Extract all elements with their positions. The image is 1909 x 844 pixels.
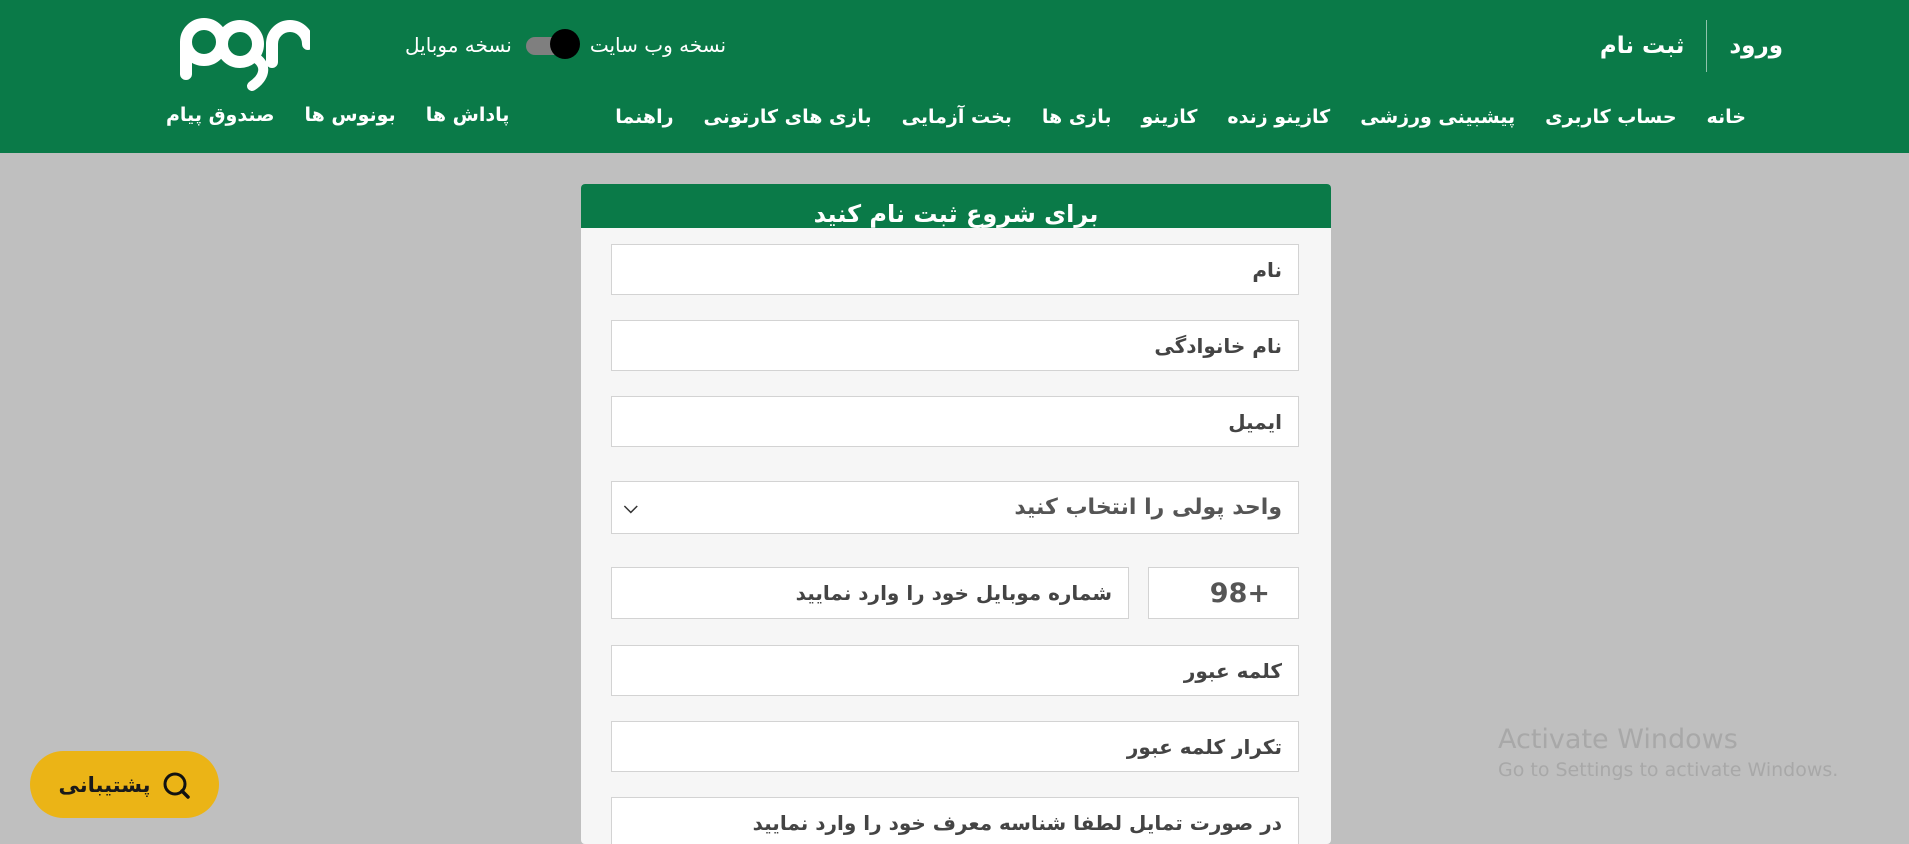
nav-item-casino[interactable]: کازینو bbox=[1141, 106, 1198, 128]
toggle-knob bbox=[550, 29, 580, 59]
windows-activation-watermark bbox=[1498, 724, 1838, 781]
nav-item-rewards[interactable]: پاداش ها bbox=[425, 104, 510, 126]
nav-item-bonuses[interactable]: بونوس ها bbox=[304, 104, 396, 126]
secondary-nav bbox=[166, 104, 509, 126]
form-title: برای شروع ثبت نام کنید bbox=[581, 184, 1331, 228]
password-field[interactable]: کلمه عبور bbox=[611, 645, 1299, 696]
nav-item-home[interactable]: خانه bbox=[1706, 106, 1746, 128]
chat-bubble-icon bbox=[161, 770, 191, 800]
phone-prefix-value: +98 bbox=[1209, 577, 1270, 609]
nav-item-lottery[interactable]: بخت آزمایی bbox=[901, 106, 1012, 128]
email-field[interactable]: ایمیل bbox=[611, 396, 1299, 447]
site-header bbox=[0, 0, 1909, 153]
nav-item-guide[interactable]: راهنما bbox=[615, 106, 674, 128]
first-name-field[interactable]: نام bbox=[611, 244, 1299, 295]
chevron-down-icon: ⌵ bbox=[624, 497, 638, 518]
web-version-label: نسخه وب سایت bbox=[589, 33, 727, 57]
nav-item-games[interactable]: بازی ها bbox=[1041, 106, 1112, 128]
auth-links bbox=[1600, 20, 1783, 72]
watermark-line-1: Activate Windows bbox=[1498, 724, 1738, 755]
main-nav bbox=[615, 106, 1746, 128]
currency-select[interactable] bbox=[611, 481, 1299, 534]
support-label: پشتیبانی bbox=[58, 772, 151, 797]
watermark-line-2: Go to Settings to activate Windows. bbox=[1498, 759, 1839, 781]
phone-field[interactable]: شماره موبایل خود را وارد نمایید bbox=[611, 567, 1129, 619]
version-switch bbox=[405, 28, 726, 62]
nav-item-sports-betting[interactable]: پیشبینی ورزشی bbox=[1360, 106, 1516, 128]
password-repeat-field[interactable]: تکرار کلمه عبور bbox=[611, 721, 1299, 772]
mobile-version-label: نسخه موبایل bbox=[405, 33, 512, 57]
currency-select-label: واحد پولی را انتخاب کنید bbox=[1014, 495, 1282, 520]
version-toggle[interactable] bbox=[524, 33, 578, 57]
register-link[interactable]: ثبت نام bbox=[1599, 33, 1685, 59]
auth-divider bbox=[1706, 20, 1707, 72]
site-logo[interactable] bbox=[168, 14, 310, 96]
nav-item-account[interactable]: حساب کاربری bbox=[1545, 106, 1677, 128]
support-button[interactable] bbox=[30, 751, 219, 818]
phone-prefix-field[interactable] bbox=[1148, 567, 1299, 619]
nav-item-inbox[interactable]: صندوق پیام bbox=[166, 104, 275, 126]
nav-item-cartoon-games[interactable]: بازی های کارتونی bbox=[703, 106, 872, 128]
last-name-field[interactable]: نام خانوادگی bbox=[611, 320, 1299, 371]
nav-item-live-casino[interactable]: کازینو زنده bbox=[1227, 106, 1331, 128]
register-form bbox=[581, 184, 1331, 844]
referral-field[interactable]: در صورت تمایل لطفا شناسه معرف خود را وارد نمایید bbox=[611, 797, 1299, 844]
login-link[interactable]: ورود bbox=[1729, 33, 1783, 59]
